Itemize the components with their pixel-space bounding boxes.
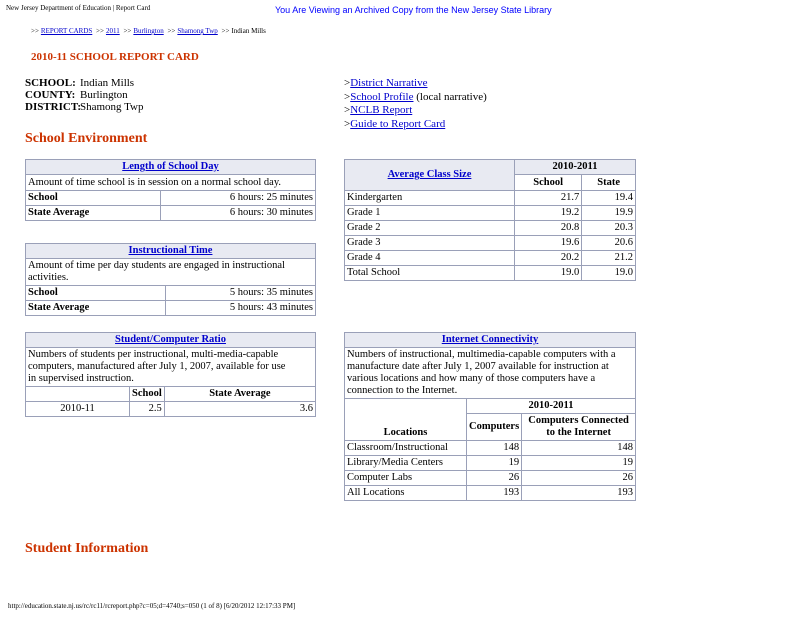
school-day-table bbox=[25, 159, 316, 221]
row-state-value: 19.0 bbox=[582, 266, 636, 281]
row-label: Grade 1 bbox=[345, 206, 515, 221]
table-description: Amount of time school is in session on a normal school day. bbox=[26, 175, 316, 191]
row-label: Grade 2 bbox=[345, 221, 515, 236]
year-header: 2010-2011 bbox=[515, 160, 636, 175]
breadcrumb-report-cards-link[interactable]: REPORT CARDS bbox=[40, 27, 93, 35]
table-row bbox=[26, 206, 316, 221]
row-value: 6 hours: 25 minutes bbox=[161, 191, 316, 206]
breadcrumb-county-link[interactable]: Burlington bbox=[133, 27, 164, 35]
row-computers-value: 148 bbox=[467, 441, 522, 456]
row-state-value: 3.6 bbox=[164, 402, 315, 417]
breadcrumb-separator: >> bbox=[123, 27, 132, 35]
table-row bbox=[345, 486, 636, 501]
computer-ratio-link[interactable]: Student/Computer Ratio bbox=[115, 334, 226, 345]
table-row bbox=[26, 402, 316, 417]
breadcrumb-separator: >> bbox=[221, 27, 230, 35]
archive-banner: You Are Viewing an Archived Copy from the New Jersey State Library bbox=[275, 5, 552, 15]
school-info bbox=[25, 77, 144, 113]
row-school-value: 19.6 bbox=[515, 236, 582, 251]
empty-header-cell bbox=[26, 387, 130, 402]
row-label: All Locations bbox=[345, 486, 467, 501]
column-header-state: State Average bbox=[164, 387, 315, 402]
table-description: Amount of time per day students are engaged in instructional activities. bbox=[26, 259, 316, 286]
internet-connectivity-link[interactable]: Internet Connectivity bbox=[441, 334, 539, 345]
column-header-state: State bbox=[582, 175, 636, 191]
link-prefix: > bbox=[344, 77, 351, 89]
row-label: Library/Media Centers bbox=[345, 456, 467, 471]
table-row bbox=[26, 191, 316, 206]
row-connected-value: 26 bbox=[522, 471, 636, 486]
row-label: Computer Labs bbox=[345, 471, 467, 486]
district-label: DISTRICT: bbox=[25, 101, 82, 113]
breadcrumb-current-school: Indian Mills bbox=[231, 27, 266, 35]
breadcrumb bbox=[31, 27, 268, 35]
section-title-student-info: Student Information bbox=[25, 541, 149, 556]
school-label: SCHOOL: bbox=[25, 77, 76, 89]
page-footer: http://education.state.nj.us/rc/rc11/rcreport.php?c=05;d=4740;s=050 (1 of 8) [6/20/2012 12:17:33 PM] bbox=[8, 602, 296, 610]
row-computers-value: 193 bbox=[467, 486, 522, 501]
column-header-computers: Computers bbox=[467, 414, 522, 441]
table-description: Numbers of students per instructional, multi-media-capable computers, manufactured after July 1, 2007, available for use in supervised instruction. bbox=[26, 348, 316, 387]
row-label: Total School bbox=[345, 266, 515, 281]
row-year: 2010-11 bbox=[26, 402, 130, 417]
row-school-value: 20.2 bbox=[515, 251, 582, 266]
school-profile-link[interactable]: School Profile bbox=[350, 90, 414, 103]
school-name: Indian Mills bbox=[80, 77, 135, 89]
table-row bbox=[345, 471, 636, 486]
table-row bbox=[345, 221, 636, 236]
row-value: 5 hours: 35 minutes bbox=[166, 286, 316, 301]
county-name: Burlington bbox=[80, 89, 128, 101]
breadcrumb-district-link[interactable]: Shamong Twp bbox=[177, 27, 218, 35]
row-state-value: 21.2 bbox=[582, 251, 636, 266]
table-header bbox=[345, 333, 636, 348]
county-label: COUNTY: bbox=[25, 89, 76, 101]
table-row bbox=[345, 456, 636, 471]
row-school-value: 2.5 bbox=[130, 402, 165, 417]
table-description: Numbers of instructional, multimedia-capable computers with a manufacture date after July 1, 2007 available for instruction at various locations and how many of those computers have a connection to the Internet. bbox=[345, 348, 636, 399]
row-connected-value: 193 bbox=[522, 486, 636, 501]
breadcrumb-year-link[interactable]: 2011 bbox=[105, 27, 120, 35]
row-label: Grade 3 bbox=[345, 236, 515, 251]
row-connected-value: 19 bbox=[522, 456, 636, 471]
table-row bbox=[345, 266, 636, 281]
row-school-value: 20.8 bbox=[515, 221, 582, 236]
row-school-value: 21.7 bbox=[515, 191, 582, 206]
row-connected-value: 148 bbox=[522, 441, 636, 456]
district-narrative-link[interactable]: District Narrative bbox=[350, 77, 428, 89]
row-label: School bbox=[26, 286, 166, 301]
breadcrumb-separator: >> bbox=[167, 27, 176, 35]
table-row bbox=[345, 191, 636, 206]
link-prefix: > bbox=[344, 104, 351, 117]
table-row bbox=[345, 206, 636, 221]
column-header-school: School bbox=[515, 175, 582, 191]
row-label: School bbox=[26, 191, 161, 206]
link-prefix: > bbox=[344, 90, 351, 103]
column-header-locations: Locations bbox=[345, 399, 467, 441]
table-header bbox=[26, 333, 316, 348]
table-row bbox=[345, 441, 636, 456]
report-links bbox=[344, 77, 487, 132]
table-row bbox=[26, 301, 316, 316]
row-value: 5 hours: 43 minutes bbox=[166, 301, 316, 316]
table-header bbox=[26, 160, 316, 175]
row-state-value: 20.6 bbox=[582, 236, 636, 251]
table-row bbox=[345, 251, 636, 266]
nclb-report-link[interactable]: NCLB Report bbox=[350, 104, 413, 117]
row-computers-value: 19 bbox=[467, 456, 522, 471]
row-value: 6 hours: 30 minutes bbox=[161, 206, 316, 221]
row-label: Kindergarten bbox=[345, 191, 515, 206]
table-row bbox=[26, 286, 316, 301]
school-profile-note: (local narrative) bbox=[413, 90, 487, 103]
instructional-time-link[interactable]: Instructional Time bbox=[128, 245, 213, 256]
breadcrumb-separator: >> bbox=[96, 27, 104, 35]
school-day-link[interactable]: Length of School Day bbox=[122, 161, 219, 172]
column-header-connected: Computers Connected to the Internet bbox=[522, 414, 636, 441]
row-state-value: 19.4 bbox=[582, 191, 636, 206]
row-state-value: 19.9 bbox=[582, 206, 636, 221]
instructional-time-table bbox=[25, 243, 316, 316]
internet-connectivity-table bbox=[344, 332, 636, 501]
computer-ratio-table bbox=[25, 332, 316, 417]
row-label: State Average bbox=[26, 206, 161, 221]
column-header-school: School bbox=[130, 387, 165, 402]
breadcrumb-separator: >> bbox=[31, 27, 39, 35]
table-header bbox=[345, 160, 515, 191]
district-name: Shamong Twp bbox=[80, 101, 144, 113]
class-size-table bbox=[344, 159, 636, 281]
section-title-environment: School Environment bbox=[25, 131, 148, 146]
row-school-value: 19.2 bbox=[515, 206, 582, 221]
page-header: New Jersey Department of Education | Report Card bbox=[6, 4, 151, 12]
guide-link[interactable]: Guide to Report Card bbox=[350, 118, 446, 131]
table-header bbox=[26, 244, 316, 259]
year-header: 2010-2011 bbox=[467, 399, 636, 414]
page-title: 2010-11 SCHOOL REPORT CARD bbox=[31, 51, 199, 63]
class-size-link[interactable]: Average Class Size bbox=[387, 169, 472, 180]
table-row bbox=[345, 236, 636, 251]
link-prefix: > bbox=[344, 118, 351, 131]
row-label: Grade 4 bbox=[345, 251, 515, 266]
row-state-value: 20.3 bbox=[582, 221, 636, 236]
row-label: State Average bbox=[26, 301, 166, 316]
row-school-value: 19.0 bbox=[515, 266, 582, 281]
row-computers-value: 26 bbox=[467, 471, 522, 486]
row-label: Classroom/Instructional bbox=[345, 441, 467, 456]
